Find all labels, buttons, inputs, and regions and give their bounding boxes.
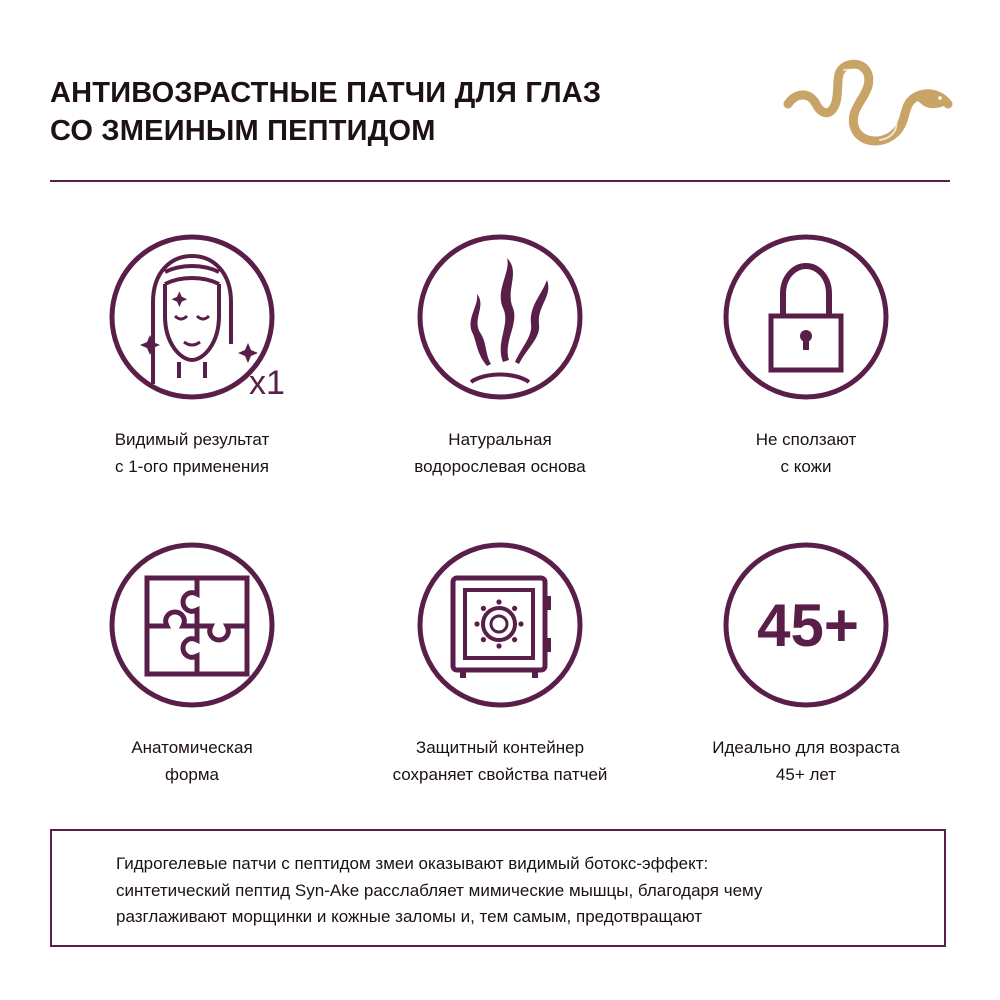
feature-label [42,734,342,788]
age-45-icon [721,540,891,710]
feature-no-slip [656,232,956,480]
feature-visible-result [42,232,342,480]
feature-label-line-2: с 1-ого применения [114,457,270,476]
x1-badge: x1 [249,364,285,402]
description-line-1: Гидрогелевые патчи с пептидом змеи оказывают видимый ботокс-эффект: [116,854,709,873]
feature-seaweed-base [350,232,650,480]
feature-label-line-1: Анатомическая [131,738,253,757]
header-divider [50,180,950,182]
feature-age-45 [656,540,956,788]
feature-anatomic-shape [42,540,342,788]
feature-label-line-2: 45+ лет [775,765,837,784]
feature-label-line-1: Не сползают [755,430,857,449]
description-line-3: разглаживают морщинки и кожные заломы и, тем самым, предотвращают [116,907,703,926]
feature-label-line-1: Идеально для возраста [712,738,900,757]
feature-label [42,426,342,480]
feature-label [350,734,650,788]
padlock-icon [721,232,891,402]
page-title [50,74,601,150]
description-box [50,829,946,947]
description-text [116,851,916,931]
feature-label-line-1: Видимый результат [114,430,270,449]
feature-label [656,734,956,788]
gold-snake-icon [784,58,952,148]
feature-label-line-1: Натуральная [448,430,552,449]
safe-icon [415,540,585,710]
age-badge: 45+ [757,592,859,659]
feature-label-line-2: сохраняет свойства патчей [392,765,608,784]
feature-label-line-2: водорослевая основа [414,457,586,476]
title-line-2: СО ЗМЕИНЫМ ПЕПТИДОМ [50,115,436,147]
feature-label [350,426,650,480]
description-line-2: синтетический пептид Syn-Ake расслабляет мимические мышцы, благодаря чему [116,880,763,900]
seaweed-icon [415,232,585,402]
title-line-1: АНТИВОЗРАСТНЫЕ ПАТЧИ ДЛЯ ГЛАЗ [50,77,602,109]
feature-label-line-2: форма [164,765,220,784]
feature-label-line-1: Защитный контейнер [415,738,585,757]
feature-label [656,426,956,480]
feature-label-line-2: с кожи [780,457,832,476]
puzzle-icon [107,540,277,710]
face-sparkle-x1-icon [107,232,285,402]
feature-protective-container [350,540,650,788]
